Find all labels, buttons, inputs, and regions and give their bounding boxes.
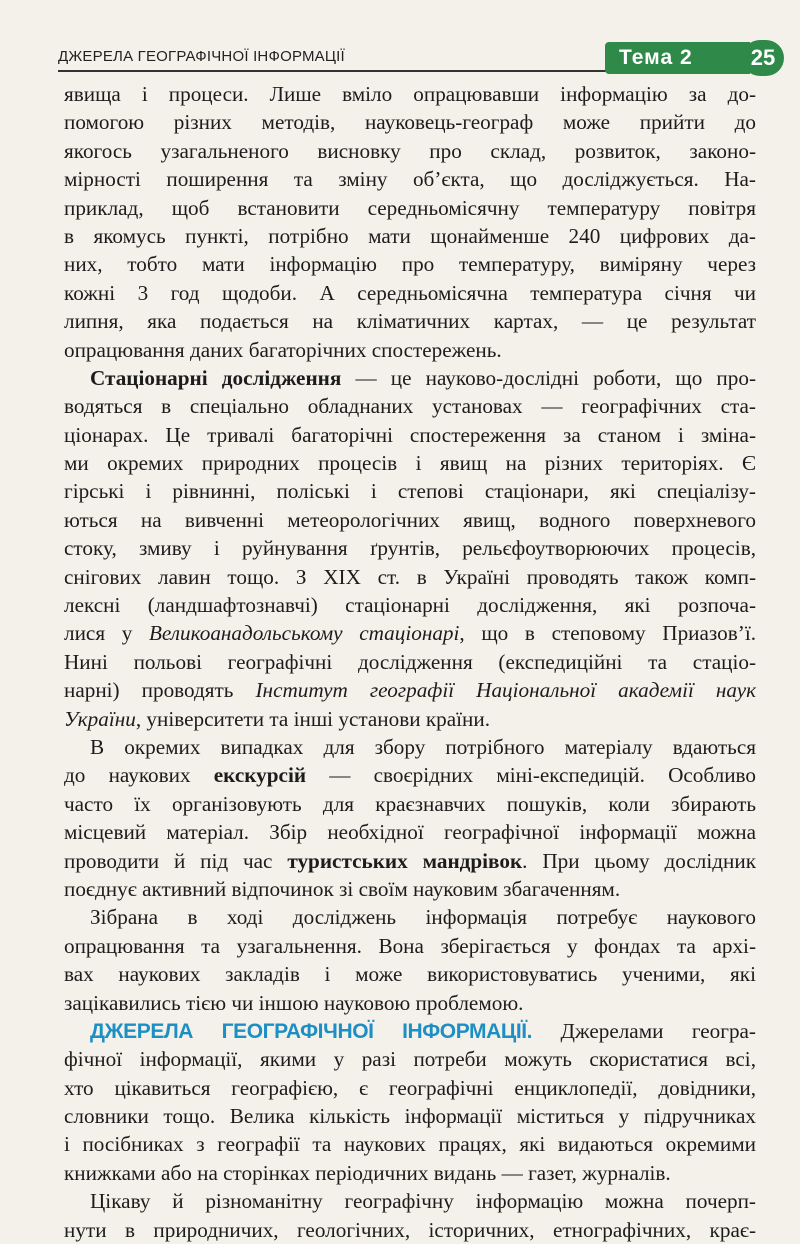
text-fragment: , університети та інші установи країни.: [135, 706, 491, 731]
text-line: В окремих випадках для збору потрібного матеріалу вдаються: [90, 734, 756, 759]
text-line: них, тобто мати інформацію про температуру, виміряну через: [64, 252, 756, 277]
text-fragment: Джерелами геогра-: [560, 1018, 756, 1043]
text-line: водяться в спеціально обладнаних установах — географічних ста-: [64, 394, 756, 419]
text-line: явища і процеси. Лише вміло опрацювавши інформацію за до-: [64, 82, 756, 106]
text-line: снігових лавин тощо. З XIX ст. в Україні проводять також комп-: [64, 564, 756, 589]
text-fragment: проводити й під час: [64, 848, 273, 873]
text-line: часто їх організовують для краєзнавчих пошуків, коли збирають: [64, 791, 756, 816]
text-line: Зібрана в ході досліджень інформація потребує наукового: [90, 905, 756, 930]
text-fragment: лися у: [64, 621, 133, 646]
text-fragment: — це науково-дослідні роботи, що про-: [355, 365, 756, 390]
term-excursions: екскурсій: [213, 763, 307, 788]
text-line: зацікавились тією чи іншою науковою проблемою.: [64, 990, 524, 1015]
text-line: опрацювання даних багаторічних спостережень.: [64, 337, 502, 362]
page-header: [0, 28, 800, 78]
text-line: гірські і рівнинні, поліські і степові стаціонари, які спеціалізу-: [64, 479, 756, 504]
text-line: місцевий матеріал. Збір необхідної географічної інформації можна: [64, 820, 756, 845]
term-stationary: Стаціонарні дослідження: [90, 365, 342, 390]
text-line: [64, 364, 756, 392]
text-line: нути в природничих, геологічних, історичних, етнографічних, крає-: [64, 1217, 756, 1242]
text-line: словники тощо. Велика кількість інформації міститься у підручниках: [64, 1104, 756, 1129]
text-line: помогою різних методів, науковець-географ може прийти до: [64, 110, 756, 135]
text-line: і посібниках з географії та наукових працях, які видаються окремими: [64, 1132, 756, 1157]
text-fragment: . При цьому дослідник: [522, 848, 756, 873]
text-line: опрацювання та узагальнення. Вона зберігається у фондах та архі-: [64, 933, 756, 958]
term-institute-cont: України: [64, 706, 136, 731]
text-line: липня, яка подається на кліматичних картах, — це результат: [64, 309, 756, 334]
text-line: ються на вивченні метеорологічних явищ, водного поверхневого: [64, 507, 756, 532]
text-line: ціонарах. Це тривалі багаторічні спостереження за станом і зміна-: [64, 422, 756, 447]
text-line: [64, 619, 756, 647]
text-line: в якомусь пункті, потрібно мати щонайменше 240 цифрових да-: [64, 223, 756, 248]
text-line: книжками або на сторінках періодичних видань — газет, журналів.: [64, 1160, 671, 1185]
running-title: ДЖЕРЕЛА ГЕОГРАФІЧНОЇ ІНФОРМАЦІЇ: [58, 48, 345, 65]
text-line: ми окремих природних процесів і явищ на різних територіях. Є: [64, 451, 756, 476]
text-line: лексні (ландшафтознавчі) стаціонарні дослідження, які розпоча-: [64, 593, 756, 618]
text-line: [64, 676, 756, 704]
text-line: [64, 761, 756, 789]
text-line: [64, 1017, 756, 1045]
text-line: Нині польові географічні дослідження (експедиційні та стаціо-: [64, 649, 756, 674]
text-line: вах наукових закладів і може використовуватись ученими, які: [64, 962, 756, 987]
text-line: мірності поширення та зміну об’єкта, що досліджується. На-: [64, 167, 756, 192]
text-fragment: , що в степовому Приазов’ї.: [459, 621, 757, 646]
section-title: ДЖЕРЕЛА ГЕОГРАФІЧНОЇ ІНФОРМАЦІЇ.: [90, 1019, 533, 1043]
text-line: Цікаву й різноманітну географічну інформацію можна почерп-: [90, 1189, 756, 1214]
text-line: стоку, змиву і руйнування ґрунтів, рельєфоутворюючих процесів,: [64, 536, 756, 561]
text-line: [64, 705, 756, 733]
term-velykoanadol: Великоанадольському стаціонарі: [148, 621, 460, 646]
topic-tab: Тема 2: [605, 42, 750, 74]
text-line: приклад, щоб встановити середньомісячну температуру повітря: [64, 195, 756, 220]
text-line: хто цікавиться географією, є географічні енциклопедії, довідники,: [64, 1075, 756, 1100]
term-tourist: туристських мандрівок: [287, 848, 523, 873]
term-institute: Інститут географії Національної академії наук: [255, 678, 757, 703]
body-text: [64, 80, 756, 1244]
text-line: якогось узагальненого висновку про склад, розвиток, законо-: [64, 138, 756, 163]
text-line: фічної інформації, якими у разі потреби можуть скористатися всі,: [64, 1047, 756, 1072]
text-fragment: — своєрідних міні-експедицій. Особливо: [329, 763, 757, 788]
page-number: 25: [742, 40, 784, 76]
header-rule: [58, 70, 618, 72]
text-line: [64, 847, 756, 875]
text-fragment: до наукових: [64, 763, 191, 788]
text-fragment: нарні) проводять: [64, 678, 234, 703]
text-line: кожні 3 год щодоби. А середньомісячна температура січня чи: [64, 280, 756, 305]
text-line: поєднує активний відпочинок зі своїм науковим збагаченням.: [64, 876, 621, 901]
